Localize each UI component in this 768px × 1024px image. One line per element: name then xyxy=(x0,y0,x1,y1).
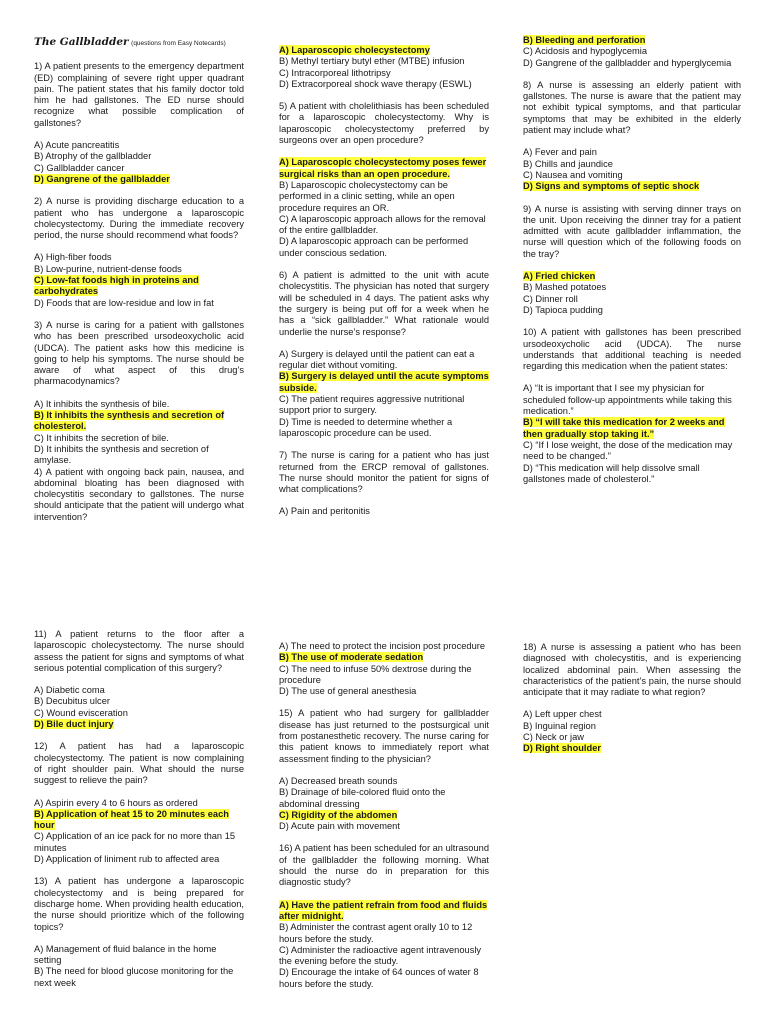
answer-option xyxy=(34,944,244,967)
answer-option xyxy=(523,305,741,316)
question-text: 4) A patient with ongoing back pain, nausea, and abdominal bloating has been diagnosed with cholecystitis secondary to gallstones. The nurse should anticipate that the patient will undergo what intervention? xyxy=(34,466,244,522)
answer-option-text: D) Foods that are low-residue and low in fat xyxy=(34,297,214,308)
answer-option-text: C) A laparoscopic approach allows for the removal of the entire gallbladder. xyxy=(279,213,486,236)
answer-option xyxy=(34,140,244,151)
answer-option xyxy=(34,444,244,467)
correct-answer-option xyxy=(34,275,244,298)
answer-option-text: B) Atrophy of the gallbladder xyxy=(34,151,152,162)
answer-options xyxy=(34,252,244,308)
answer-option xyxy=(279,821,489,832)
answer-option-text: D) Right shoulder xyxy=(523,743,601,754)
answer-option-text: A) High-fiber foods xyxy=(34,252,112,263)
answer-options xyxy=(279,506,489,517)
answer-option xyxy=(34,163,244,174)
answer-option-text: A) Aspirin every 4 to 6 hours as ordered xyxy=(34,797,198,808)
answer-option xyxy=(279,506,489,517)
answer-option-text: C) Dinner roll xyxy=(523,293,578,304)
answer-option xyxy=(279,56,489,67)
answer-option xyxy=(34,854,244,865)
answer-option xyxy=(523,732,741,743)
question-text: 5) A patient with cholelithiasis has been scheduled for a laparoscopic cholecystectomy. Why is laparoscopic cholecystectomy preferred by surgeons over an open procedure? xyxy=(279,101,489,146)
answer-option-text: B) Surgery is delayed until the acute symptoms subside. xyxy=(279,371,489,393)
answer-option-text: B) Methyl tertiary butyl ether (MTBE) infusion xyxy=(279,56,465,67)
question-text: 13) A patient has undergone a laparoscopic cholecystectomy and is being prepared for discharge home. When providing health education, the nurse should prioritize which of the following topics? xyxy=(34,876,244,932)
answer-option-text: A) Acute pancreatitis xyxy=(34,140,120,151)
answer-option-text: B) The use of moderate sedation xyxy=(279,652,424,663)
answer-option-text: D) Encourage the intake of 64 ounces of water 8 hours before the study. xyxy=(279,967,479,989)
question-text: 7) The nurse is caring for a patient who has just returned from the ERCP removal of gallstones. The nurse should monitor the patient for signs of what complications? xyxy=(279,450,489,495)
answer-option-text: D) Bile duct injury xyxy=(34,719,114,730)
answer-option-text: D) Acute pain with movement xyxy=(279,821,400,832)
answer-option-text: D) Extracorporeal shock wave therapy (ESWL) xyxy=(279,78,472,89)
answer-option-text: A) Diabetic coma xyxy=(34,685,105,696)
answer-option-text: B) Chills and jaundice xyxy=(523,158,613,169)
answer-options xyxy=(279,349,489,439)
correct-answer-option xyxy=(523,271,741,282)
answer-option-text: B) “I will take this medication for 2 weeks and then gradually stop taking it.” xyxy=(523,417,725,439)
answer-option-text: D) Gangrene of the gallbladder and hyperglycemia xyxy=(523,57,732,68)
answer-options xyxy=(279,157,489,259)
answer-option-text: D) Time is needed to determine whether a laparoscopic procedure can be used. xyxy=(279,416,453,438)
answer-option xyxy=(279,787,489,810)
answer-option-text: C) Rigidity of the abdomen xyxy=(279,809,398,820)
correct-answer-option xyxy=(34,410,244,433)
answer-option xyxy=(34,298,244,309)
answer-option xyxy=(34,798,244,809)
correct-answer-option xyxy=(34,809,244,832)
question-text: 8) A nurse is assessing an elderly patient with gallstones. The nurse is aware that the patient may not exhibit typical symptoms, and that particular symptoms that may be exhibited in the elderly patient may include what? xyxy=(523,79,741,136)
answer-option xyxy=(34,966,244,989)
answer-options xyxy=(279,45,489,90)
question-text: 15) A patient who had surgery for gallbladder disease has just returned to the postsurgical unit from postanesthetic recovery. The nurse caring for this patient knows to immediately report what assessment finding to the physician? xyxy=(279,708,489,764)
answer-option-text: D) Application of liniment rub to affected area xyxy=(34,854,220,865)
question-text: 3) A nurse is caring for a patient with gallstones who has been prescribed ursodeoxycholic acid (UDCA). The patient asks how this medicine is going to help his symptoms. The nurse should be aware of what aspect of this drug’s pharmacodynamics? xyxy=(34,319,244,387)
correct-answer-option xyxy=(34,174,244,185)
answer-options xyxy=(523,383,741,485)
answer-option-text: B) Administer the contrast agent orally 10 to 12 hours before the study. xyxy=(279,922,473,944)
answer-option xyxy=(523,440,741,463)
answer-options xyxy=(34,399,244,467)
answer-option xyxy=(279,349,489,372)
answer-option xyxy=(523,58,741,69)
answer-options xyxy=(523,35,741,69)
answer-option-text: A) Management of fluid balance in the home setting xyxy=(34,943,217,966)
answer-option xyxy=(523,383,741,417)
answer-option-text: D) The use of general anesthesia xyxy=(279,686,417,697)
correct-answer-option xyxy=(523,417,741,440)
correct-answer-option xyxy=(523,743,741,754)
answer-option-text: C) Administer the radioactive agent intravenously the evening before the study. xyxy=(279,944,482,967)
answer-option xyxy=(279,776,489,787)
answer-option-text: B) Decubitus ulcer xyxy=(34,696,110,707)
answer-option-text: A) Have the patient refrain from food and fluids after midnight. xyxy=(279,899,488,921)
answer-option-text: C) The patient requires aggressive nutritional support prior to surgery. xyxy=(279,394,465,416)
answer-option-text: A) Laparoscopic cholecystectomy poses fewer surgical risks than an open procedure. xyxy=(279,157,487,179)
page-two-column-3 xyxy=(523,642,741,766)
answer-option-text: A) Pain and peritonitis xyxy=(279,506,370,517)
question-text: 1) A patient presents to the emergency department (ED) complaining of severe right upper quadrant pain. The patient states that his family doctor told him he had gallstones. The ED nurse should recognize what possible complication of gallstones? xyxy=(34,61,244,128)
answer-option-text: B) Low-purine, nutrient-dense foods xyxy=(34,263,182,274)
answer-option xyxy=(523,709,741,720)
answer-option xyxy=(279,641,489,652)
answer-option-text: A) “It is important that I see my physician for scheduled follow-up appointments while taking this medication.” xyxy=(523,383,732,417)
correct-answer-option xyxy=(523,35,741,46)
answer-option xyxy=(34,264,244,275)
answer-option xyxy=(34,399,244,410)
correct-answer-option xyxy=(279,652,489,663)
answer-option xyxy=(279,394,489,417)
document-title: The Gallbladder xyxy=(34,36,129,48)
answer-option-text: B) The need for blood glucose monitoring for the next week xyxy=(34,966,234,988)
answer-options xyxy=(523,271,741,316)
answer-option xyxy=(279,945,489,968)
answer-option xyxy=(279,79,489,90)
correct-answer-option xyxy=(523,181,741,192)
question-text: 11) A patient returns to the floor after a laparoscopic cholecystectomy. The nurse should assess the patient for signs and symptoms of what serious potential complication of this surgery? xyxy=(34,629,244,673)
answer-option-text: B) Application of heat 15 to 20 minutes each hour xyxy=(34,808,229,831)
answer-option xyxy=(523,46,741,57)
answer-option-text: D) A laparoscopic approach can be performed under conscious sedation. xyxy=(279,236,469,258)
question-text: 9) A nurse is assisting with serving dinner trays on the unit. Upon receiving the dinner tray for a patient admitted with acute gallbladder inflammation, the nurse will question which of the following foods on the tray? xyxy=(523,203,741,259)
answer-option xyxy=(523,721,741,732)
answer-option-text: C) Nausea and vomiting xyxy=(523,169,623,180)
answer-option xyxy=(279,417,489,440)
page-two-column-2 xyxy=(279,641,489,1001)
document-header xyxy=(34,37,244,49)
answer-option-text: B) Laparoscopic cholecystectomy can be performed in a clinic setting, while an open procedure requires an OR. xyxy=(279,179,455,213)
answer-option xyxy=(523,294,741,305)
answer-option xyxy=(279,664,489,687)
answer-option xyxy=(279,922,489,945)
question-text: 18) A nurse is assessing a patient who has been diagnosed with cholecystitis, and is experiencing localized abdominal pain. When assessing the characteristics of the patient’s pain, the nurse should anticipate that it may radiate to what region? xyxy=(523,642,741,698)
answer-option xyxy=(279,68,489,79)
answer-option-text: C) Intracorporeal lithotripsy xyxy=(279,67,391,78)
answer-option-text: A) The need to protect the incision post procedure xyxy=(279,641,486,651)
answer-option-text: C) Acidosis and hypoglycemia xyxy=(523,46,648,57)
question-text: 12) A patient has had a laparoscopic cholecystectomy. The patient is now complaining of right shoulder pain. What should the nurse suggest to relieve the pain? xyxy=(34,741,244,786)
answer-option xyxy=(34,151,244,162)
answer-option-text: B) It inhibits the synthesis and secretion of cholesterol. xyxy=(34,410,225,432)
answer-option-text: A) Decreased breath sounds xyxy=(279,775,398,786)
answer-option-text: C) Gallbladder cancer xyxy=(34,162,125,173)
document-subtitle: (questions from Easy Notecards) xyxy=(131,40,226,47)
answer-option-text: A) It inhibits the synthesis of bile. xyxy=(34,398,170,409)
question-text: 6) A patient is admitted to the unit with acute cholecystitis. The physician has noted that surgery will be scheduled in 4 days. The patient asks why the surgery is being put off for a week when he has a “sick gallbladder.” What rationale would underlie the nurse’s response? xyxy=(279,270,489,337)
answer-option xyxy=(523,170,741,181)
answer-option-text: C) Low-fat foods high in proteins and carbohydrates xyxy=(34,275,199,297)
answer-option-text: A) Surgery is delayed until the patient can eat a regular diet without vomiting. xyxy=(279,348,475,371)
page-one-column-1 xyxy=(34,37,244,534)
answer-option xyxy=(279,214,489,237)
page-one-column-3 xyxy=(523,35,741,496)
answer-option xyxy=(523,282,741,293)
answer-options xyxy=(523,147,741,192)
answer-option-text: D) Tapioca pudding xyxy=(523,304,603,315)
answer-option xyxy=(34,696,244,707)
answer-option-text: C) Application of an ice pack for no more than 15 minutes xyxy=(34,831,236,853)
answer-option xyxy=(34,685,244,696)
answer-option xyxy=(34,831,244,854)
answer-options xyxy=(279,900,489,990)
answer-options xyxy=(279,776,489,832)
answer-option-text: A) Fried chicken xyxy=(523,271,596,282)
answer-option xyxy=(279,686,489,697)
answer-option xyxy=(34,252,244,263)
answer-option-text: D) Gangrene of the gallbladder xyxy=(34,173,170,184)
answer-option-text: D) Signs and symptoms of septic shock xyxy=(523,181,700,192)
correct-answer-option xyxy=(279,157,489,180)
answer-option-text: C) It inhibits the secretion of bile. xyxy=(34,432,169,443)
correct-answer-option xyxy=(279,45,489,56)
correct-answer-option xyxy=(279,810,489,821)
answer-option-text: A) Left upper chest xyxy=(523,709,602,720)
answer-options xyxy=(279,641,489,697)
answer-options xyxy=(34,685,244,730)
answer-option-text: B) Inguinal region xyxy=(523,720,596,731)
correct-answer-option xyxy=(34,719,244,730)
answer-option xyxy=(279,236,489,259)
answer-options xyxy=(34,798,244,866)
question-text: 2) A nurse is providing discharge education to a patient who has undergone a laparoscopic cholecystectomy. During the immediate recovery period, the nurse should recommend what foods? xyxy=(34,196,244,241)
answer-option-text: C) Wound evisceration xyxy=(34,707,128,718)
page-two xyxy=(0,600,768,1024)
answer-option xyxy=(34,433,244,444)
page-two-column-1 xyxy=(34,629,244,1000)
correct-answer-option xyxy=(279,371,489,394)
answer-option-text: B) Bleeding and perforation xyxy=(523,35,646,45)
answer-options xyxy=(34,140,244,185)
correct-answer-option xyxy=(279,900,489,923)
answer-option xyxy=(523,463,741,486)
answer-option xyxy=(523,147,741,158)
page-one-column-2 xyxy=(279,45,489,529)
answer-option-text: B) Drainage of bile-colored fluid onto the abdominal dressing xyxy=(279,787,446,809)
answer-option xyxy=(34,708,244,719)
answer-option-text: D) It inhibits the synthesis and secretion of amylase. xyxy=(34,443,209,466)
answer-option-text: C) The need to infuse 50% dextrose during the procedure xyxy=(279,663,472,685)
question-text: 16) A patient has been scheduled for an ultrasound of the gallbladder the following morning. What should the nurse do in preparation for this diagnostic study? xyxy=(279,843,489,888)
answer-option xyxy=(523,159,741,170)
question-text: 10) A patient with gallstones has been prescribed ursodeoxycholic acid (UDCA). The nurse understands that additional teaching is needed regarding this medication when the patient states: xyxy=(523,327,741,372)
answer-option-text: C) “If I lose weight, the dose of the medication may need to be changed.” xyxy=(523,439,733,462)
answer-option-text: A) Laparoscopic cholecystectomy xyxy=(279,45,430,55)
answer-option-text: D) “This medication will help dissolve small gallstones made of cholesterol.” xyxy=(523,462,700,484)
answer-options xyxy=(34,944,244,989)
answer-options xyxy=(523,709,741,754)
answer-option-text: C) Neck or jaw xyxy=(523,732,584,743)
answer-option-text: B) Mashed potatoes xyxy=(523,282,607,293)
answer-option xyxy=(279,180,489,214)
answer-option-text: A) Fever and pain xyxy=(523,147,597,158)
answer-option xyxy=(279,967,489,990)
